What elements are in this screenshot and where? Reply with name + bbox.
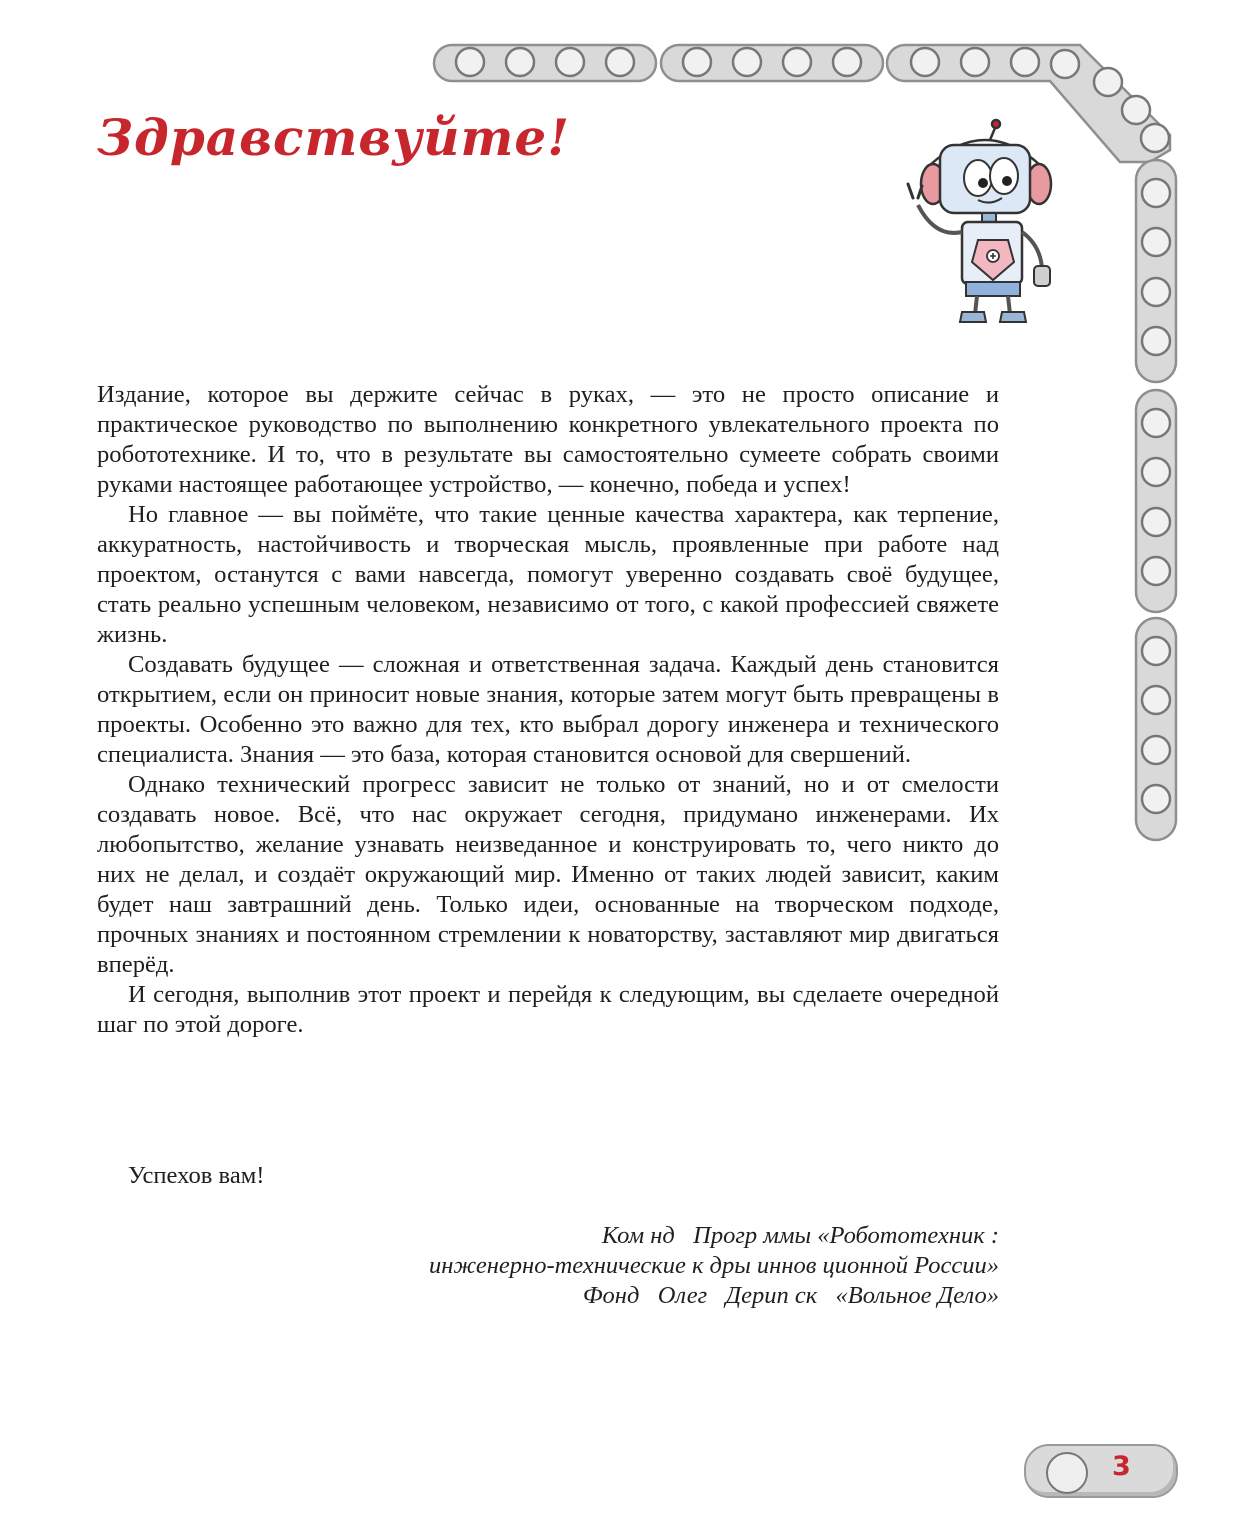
signature-line: Фонд Олег Дерип ск «Вольное Дело» xyxy=(582,1282,999,1309)
page-title: Здравствуйте! xyxy=(97,108,571,167)
beam-hole-icon xyxy=(1046,1452,1088,1494)
paragraph: И сегодня, выполнив этот проект и перейдя к следующим, вы сделаете очередной шаг по этой дороге. xyxy=(97,981,999,1038)
paragraph: Однако технический прогресс зависит не только от знаний, но и от смелости создавать новое. Всё, что нас окружает сегодня, придумано инженерами. Их любопытство, желание узнавать неизведанное и конструировать то, чего никто до них не делал, и создаёт окружающий мир. Именно от таких людей зависит, каким будет наш завтрашний день. Только идеи, основанные на творческом подходе, прочных знаниях и постоянном стремлении к новаторству, заставляют мир двигаться вперёд. xyxy=(97,771,999,978)
signature-line: Ком нд Прогр ммы «Робототехник : xyxy=(601,1222,999,1249)
page-number-tab xyxy=(1024,1444,1178,1498)
body-text xyxy=(97,380,999,1040)
signature-block xyxy=(219,1221,999,1311)
paragraph: Но главное — вы поймёте, что такие ценные качества характера, как терпение, аккуратность, настойчивость и творческая мысль, проявленные при работе над проектом, останутся с вами навсегда, помогут уверенно создавать своё будущее, стать реально успешным человеком, независимо от того, с какой профессией свяжете жизнь. xyxy=(97,501,999,648)
signature-line: инженерно-технические к дры иннов ционной России» xyxy=(429,1252,999,1279)
paragraph: Создавать будущее — сложная и ответственная задача. Каждый день становится открытием, если он приносит новые знания, которые затем могут быть превращены в проекты. Особенно это важно для тех, кто выбрал дорогу инженера и технического специалиста. Знания — это база, которая становится основой для свершений. xyxy=(97,651,999,768)
paragraph: Издание, которое вы держите сейчас в руках, — это не просто описание и практическое руководство по выполнению конкретного увлекательного проекта по робототехнике. И то, что в результате вы самостоятельно сумеете собрать своими руками настоящее работающее устройство, — конечно, победа и успех! xyxy=(97,381,999,498)
closing-line: Успехов вам! xyxy=(128,1162,265,1189)
page-number: 3 xyxy=(1112,1451,1131,1482)
